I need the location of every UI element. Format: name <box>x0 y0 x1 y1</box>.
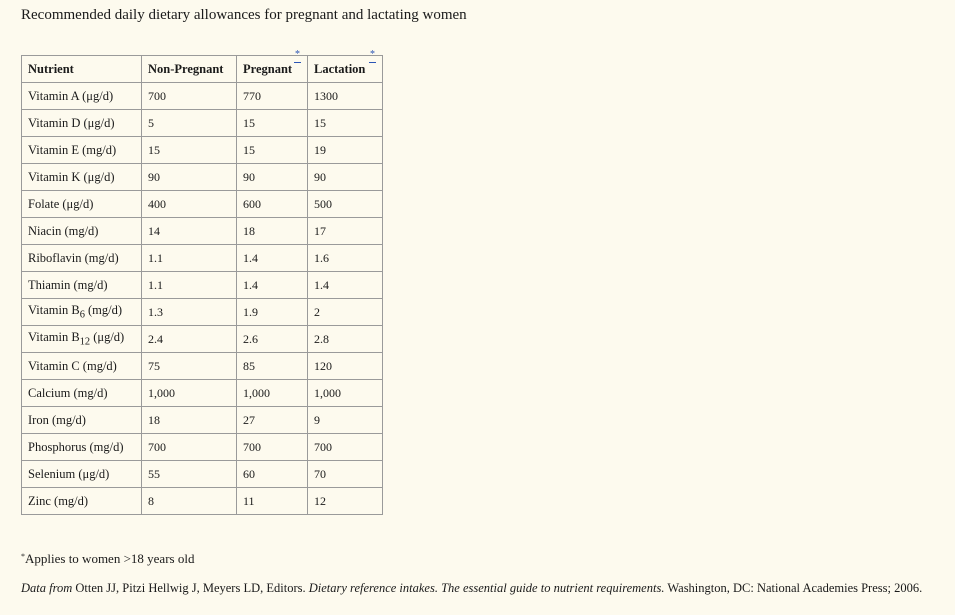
nutrient-suffix: (mg/d) <box>84 303 123 318</box>
cell-lactation: 19 <box>308 137 383 164</box>
nutrient-suffix: (μg/d) <box>90 330 125 345</box>
cell-nutrient: Vitamin E (mg/d) <box>22 137 142 164</box>
cell-lactation: 17 <box>308 218 383 245</box>
cell-lactation: 1300 <box>308 83 383 110</box>
table-row <box>22 488 383 515</box>
cell-nutrient: Thiamin (mg/d) <box>22 272 142 299</box>
cell-nutrient: Vitamin D (μg/d) <box>22 110 142 137</box>
citation-lead: Data from <box>21 581 73 595</box>
cell-nutrient: Niacin (mg/d) <box>22 218 142 245</box>
table-row <box>22 407 383 434</box>
header-non-pregnant: Non-Pregnant <box>142 56 237 83</box>
cell-non-pregnant: 8 <box>142 488 237 515</box>
cell-pregnant: 90 <box>237 164 308 191</box>
cell-pregnant: 2.6 <box>237 326 308 353</box>
table-row <box>22 272 383 299</box>
cell-lactation: 700 <box>308 434 383 461</box>
cell-pregnant: 15 <box>237 137 308 164</box>
table-row <box>22 164 383 191</box>
citation-publisher: Washington, DC: National Academies Press; 2006. <box>664 581 923 595</box>
cell-pregnant: 1.4 <box>237 245 308 272</box>
table-row <box>22 137 383 164</box>
header-nutrient: Nutrient <box>22 56 142 83</box>
cell-non-pregnant: 1.1 <box>142 272 237 299</box>
cell-nutrient: Riboflavin (mg/d) <box>22 245 142 272</box>
cell-nutrient: Iron (mg/d) <box>22 407 142 434</box>
table-row <box>22 461 383 488</box>
cell-nutrient: Vitamin K (μg/d) <box>22 164 142 191</box>
header-lactation-label: Lactation <box>314 61 366 76</box>
cell-pregnant: 1.4 <box>237 272 308 299</box>
cell-pregnant: 11 <box>237 488 308 515</box>
cell-nutrient: Selenium (μg/d) <box>22 461 142 488</box>
cell-non-pregnant: 700 <box>142 83 237 110</box>
cell-lactation: 1,000 <box>308 380 383 407</box>
citation <box>21 580 936 597</box>
cell-pregnant: 15 <box>237 110 308 137</box>
cell-non-pregnant: 400 <box>142 191 237 218</box>
nutrient-prefix: Vitamin B <box>28 303 80 318</box>
cell-nutrient: Calcium (mg/d) <box>22 380 142 407</box>
cell-lactation: 500 <box>308 191 383 218</box>
table-row <box>22 245 383 272</box>
cell-non-pregnant: 2.4 <box>142 326 237 353</box>
table-row <box>22 83 383 110</box>
footnote-mark: * <box>21 552 25 561</box>
footnote-link[interactable] <box>369 50 376 63</box>
cell-lactation: 12 <box>308 488 383 515</box>
cell-pregnant: 700 <box>237 434 308 461</box>
page-title: Recommended daily dietary allowances for pregnant and lactating women <box>21 7 467 23</box>
footnote-link-underline <box>369 62 376 63</box>
nutrient-subscript: 6 <box>79 309 85 321</box>
cell-non-pregnant: 5 <box>142 110 237 137</box>
cell-non-pregnant: 18 <box>142 407 237 434</box>
footnote-text: Applies to women >18 years old <box>25 551 195 566</box>
table-body <box>22 83 383 515</box>
cell-pregnant: 60 <box>237 461 308 488</box>
nutrient-prefix: Vitamin B <box>28 330 80 345</box>
table-row <box>22 299 383 326</box>
cell-non-pregnant: 700 <box>142 434 237 461</box>
cell-nutrient: Phosphorus (mg/d) <box>22 434 142 461</box>
cell-lactation: 9 <box>308 407 383 434</box>
cell-nutrient <box>22 299 142 326</box>
cell-nutrient: Zinc (mg/d) <box>22 488 142 515</box>
cell-pregnant: 600 <box>237 191 308 218</box>
nutrient-subscript: 12 <box>79 336 91 348</box>
citation-work: Dietary reference intakes. The essential guide to nutrient requirements. <box>308 581 665 595</box>
cell-nutrient: Vitamin A (μg/d) <box>22 83 142 110</box>
table-row <box>22 326 383 353</box>
cell-pregnant: 85 <box>237 353 308 380</box>
nutrient-table <box>21 49 383 515</box>
footnote-link-mark: * <box>295 49 300 60</box>
citation-authors: Otten JJ, Pitzi Hellwig J, Meyers LD, Editors. <box>72 581 309 595</box>
cell-lactation: 70 <box>308 461 383 488</box>
table-row <box>22 353 383 380</box>
cell-non-pregnant: 1.3 <box>142 299 237 326</box>
cell-lactation: 1.6 <box>308 245 383 272</box>
table-row <box>22 434 383 461</box>
table-row <box>22 191 383 218</box>
header-pregnant <box>237 49 308 83</box>
cell-lactation: 2 <box>308 299 383 326</box>
cell-non-pregnant: 75 <box>142 353 237 380</box>
cell-pregnant: 1,000 <box>237 380 308 407</box>
table-row <box>22 110 383 137</box>
cell-lactation: 120 <box>308 353 383 380</box>
cell-lactation: 15 <box>308 110 383 137</box>
cell-pregnant: 27 <box>237 407 308 434</box>
table-header-row <box>22 56 383 83</box>
header-pregnant-label: Pregnant <box>243 61 293 76</box>
table-row <box>22 218 383 245</box>
cell-nutrient <box>22 326 142 353</box>
cell-lactation: 1.4 <box>308 272 383 299</box>
cell-non-pregnant: 15 <box>142 137 237 164</box>
cell-pregnant: 1.9 <box>237 299 308 326</box>
cell-pregnant: 18 <box>237 218 308 245</box>
cell-non-pregnant: 90 <box>142 164 237 191</box>
footnote-link[interactable] <box>294 50 301 63</box>
cell-pregnant: 770 <box>237 83 308 110</box>
cell-nutrient: Folate (μg/d) <box>22 191 142 218</box>
cell-non-pregnant: 1.1 <box>142 245 237 272</box>
header-lactation <box>308 49 383 83</box>
footnote-link-mark: * <box>370 49 375 60</box>
table-row <box>22 380 383 407</box>
cell-lactation: 90 <box>308 164 383 191</box>
cell-non-pregnant: 14 <box>142 218 237 245</box>
cell-non-pregnant: 1,000 <box>142 380 237 407</box>
footnote <box>21 550 194 568</box>
footnote-link-underline <box>294 62 301 63</box>
cell-non-pregnant: 55 <box>142 461 237 488</box>
cell-lactation: 2.8 <box>308 326 383 353</box>
cell-nutrient: Vitamin C (mg/d) <box>22 353 142 380</box>
